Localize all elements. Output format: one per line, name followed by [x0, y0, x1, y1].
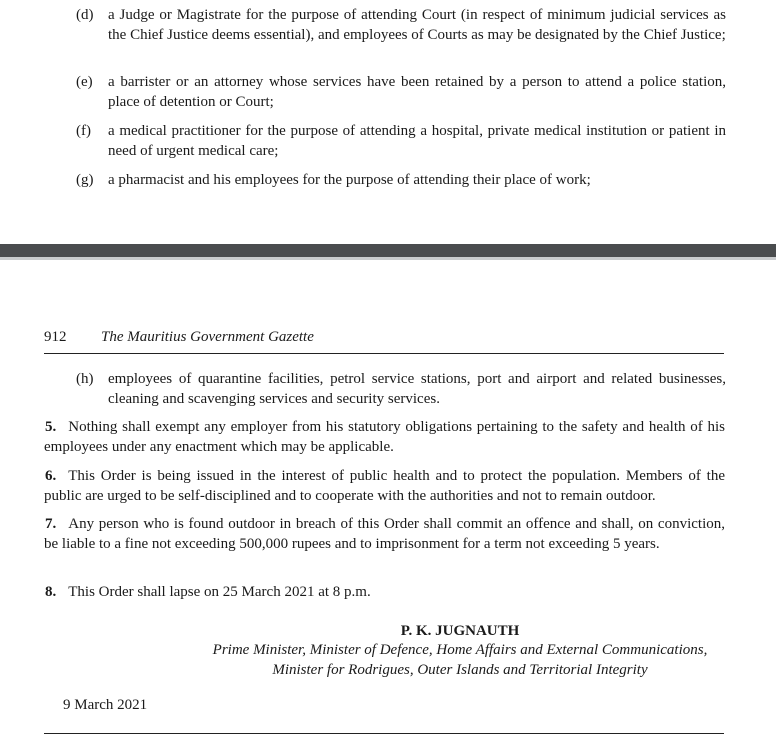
item-text: a Judge or Magistrate for the purpose of attending Court (in respect of minimum judicial services as the Chief Justice deems essential), and employees of Courts as may be designated by the Chief Justice; — [108, 7, 726, 43]
signatory-title-line-1: Prime Minister, Minister of Defence, Home Affairs and External Communications, — [212, 642, 708, 658]
section-number: 7. — [45, 516, 57, 532]
item-label: (f) — [76, 123, 91, 139]
section-text: Any person who is found outdoor in breach of this Order shall commit an offence and shall, on conviction, be liable to a fine not exceeding 500,000 rupees and to imprisonment for a term not exceeding 5 years. — [44, 516, 725, 552]
item-text: a pharmacist and his employees for the purpose of attending their place of work; — [108, 172, 591, 188]
list-item-f — [76, 122, 726, 161]
section-8 — [44, 583, 725, 603]
signature-block — [195, 621, 725, 680]
bottom-divider — [44, 733, 724, 734]
item-label: (g) — [76, 172, 94, 188]
section-text: Nothing shall exempt any employer from his statutory obligations pertaining to the safety and health of his employees under any enactment which may be applicable. — [44, 419, 725, 455]
list-item-d — [76, 6, 726, 45]
page-number: 912 — [44, 329, 67, 345]
item-label: (e) — [76, 74, 93, 90]
item-text: a barrister or an attorney whose services have been retained by a person to attend a police station, place of detention or Court; — [108, 74, 726, 110]
section-number: 8. — [45, 584, 57, 600]
signatory-name: P. K. JUGNAUTH — [400, 623, 520, 639]
item-label: (d) — [76, 7, 94, 23]
section-text: This Order shall lapse on 25 March 2021 at 8 p.m. — [68, 584, 371, 600]
section-text: This Order is being issued in the interest of public health and to protect the population. Members of the public are urged to be self-disciplined and to cooperate with the authorities and not to remain outdoor. — [44, 468, 725, 504]
order-date: 9 March 2021 — [63, 697, 148, 713]
item-text: employees of quarantine facilities, petrol service stations, port and airport and related businesses, cleaning and scavenging services and security services. — [108, 371, 726, 407]
item-label: (h) — [76, 371, 94, 387]
section-7 — [44, 515, 725, 554]
item-text: a medical practitioner for the purpose of attending a hospital, private medical institution or patient in need of urgent medical care; — [108, 123, 726, 159]
section-number: 5. — [45, 419, 57, 435]
list-item-g — [76, 171, 726, 191]
list-item-e — [76, 73, 726, 112]
section-number: 6. — [45, 468, 57, 484]
section-6 — [44, 467, 725, 506]
signatory-title-line-2: Minister for Rodrigues, Outer Islands and Territorial Integrity — [272, 661, 648, 678]
gazette-title: The Mauritius Government Gazette — [101, 329, 314, 345]
page-header — [44, 329, 724, 354]
previous-page — [0, 0, 776, 244]
page-break-bar — [0, 244, 776, 260]
list-item-h — [76, 370, 726, 409]
section-5 — [44, 418, 725, 457]
